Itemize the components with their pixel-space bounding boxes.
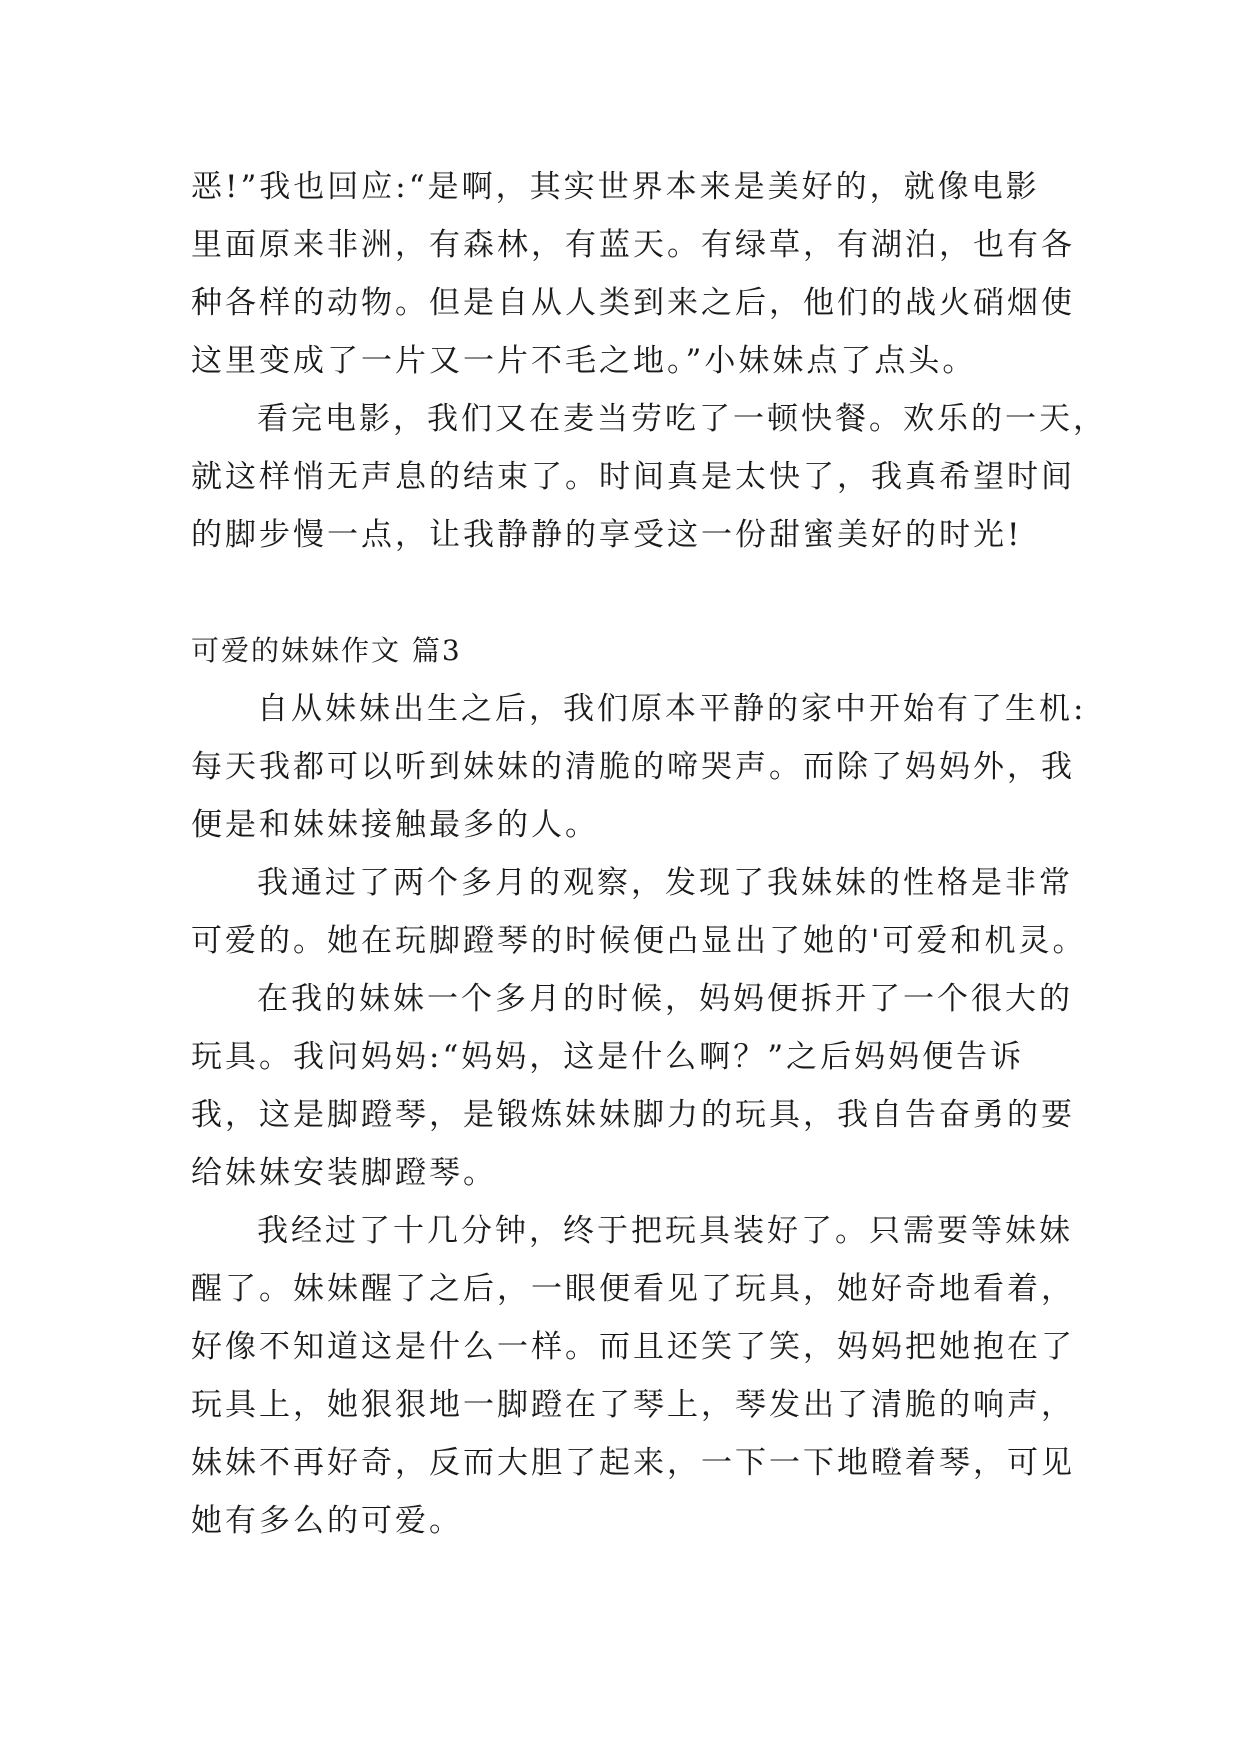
text-line: 就这样悄无声息的结束了。时间真是太快了，我真希望时间 [191,459,1075,495]
essay-section-3 [191,622,1087,1550]
text-line: 种各样的动物。但是自从人类到来之后，他们的战火硝烟使 [191,285,1075,321]
text-line: 我，这是脚蹬琴，是锻炼妹妹脚力的玩具，我自告奋勇的要 [191,1097,1075,1133]
text-line: 醒了。妹妹醒了之后，一眼便看见了玩具，她好奇地看着， [191,1271,1075,1307]
text-line: 里面原来非洲，有森林，有蓝天。有绿草，有湖泊，也有各 [191,227,1075,263]
section-heading: 可爱的妹妹作文 篇3 [191,634,462,667]
text-line: 便是和妹妹接触最多的人。 [191,807,599,843]
text-line: 的脚步慢一点，让我静静的享受这一份甜蜜美好的时光! [191,517,1023,553]
document-page [191,158,1107,1550]
text-line: 她有多么的可爱。 [191,1503,463,1539]
paragraph-first-line: 自从妹妹出生之后，我们原本平静的家中开始有了生机: [257,691,1087,727]
paragraph-first-line: 我经过了十几分钟，终于把玩具装好了。只需要等妹妹 [257,1213,1073,1249]
text-line: 可爱的。她在玩脚蹬琴的时候便凸显出了她的'可爱和机灵。 [191,923,1087,959]
section-gap [191,564,1051,622]
text-line: 玩具上，她狠狠地一脚蹬在了琴上，琴发出了清脆的响声， [191,1387,1075,1423]
text-line: 好像不知道这是什么一样。而且还笑了笑，妈妈把她抱在了 [191,1329,1075,1365]
paragraph-first-line: 在我的妹妹一个多月的时候，妈妈便拆开了一个很大的 [257,981,1073,1017]
text-line: 玩具。我问妈妈:“妈妈，这是什么啊？”之后妈妈便告诉 [191,1039,1025,1075]
text-line: 妹妹不再好奇，反而大胆了起来，一下一下地瞪着琴，可见 [191,1445,1075,1481]
paragraph-first-line: 我通过了两个多月的观察，发现了我妹妹的性格是非常 [257,865,1073,901]
text-line: 这里变成了一片又一片不毛之地。”小妹妹点了点头。 [191,343,977,379]
text-line: 每天我都可以听到妹妹的清脆的啼哭声。而除了妈妈外，我 [191,749,1075,785]
essay-continuation [191,158,1107,564]
text-line: 给妹妹安装脚蹬琴。 [191,1155,497,1191]
paragraph-first-line: 看完电影，我们又在麦当劳吃了一顿快餐。欢乐的一天， [257,401,1107,437]
text-line: 恶!”我也回应:“是啊，其实世界本来是美好的，就像电影 [191,169,1040,205]
